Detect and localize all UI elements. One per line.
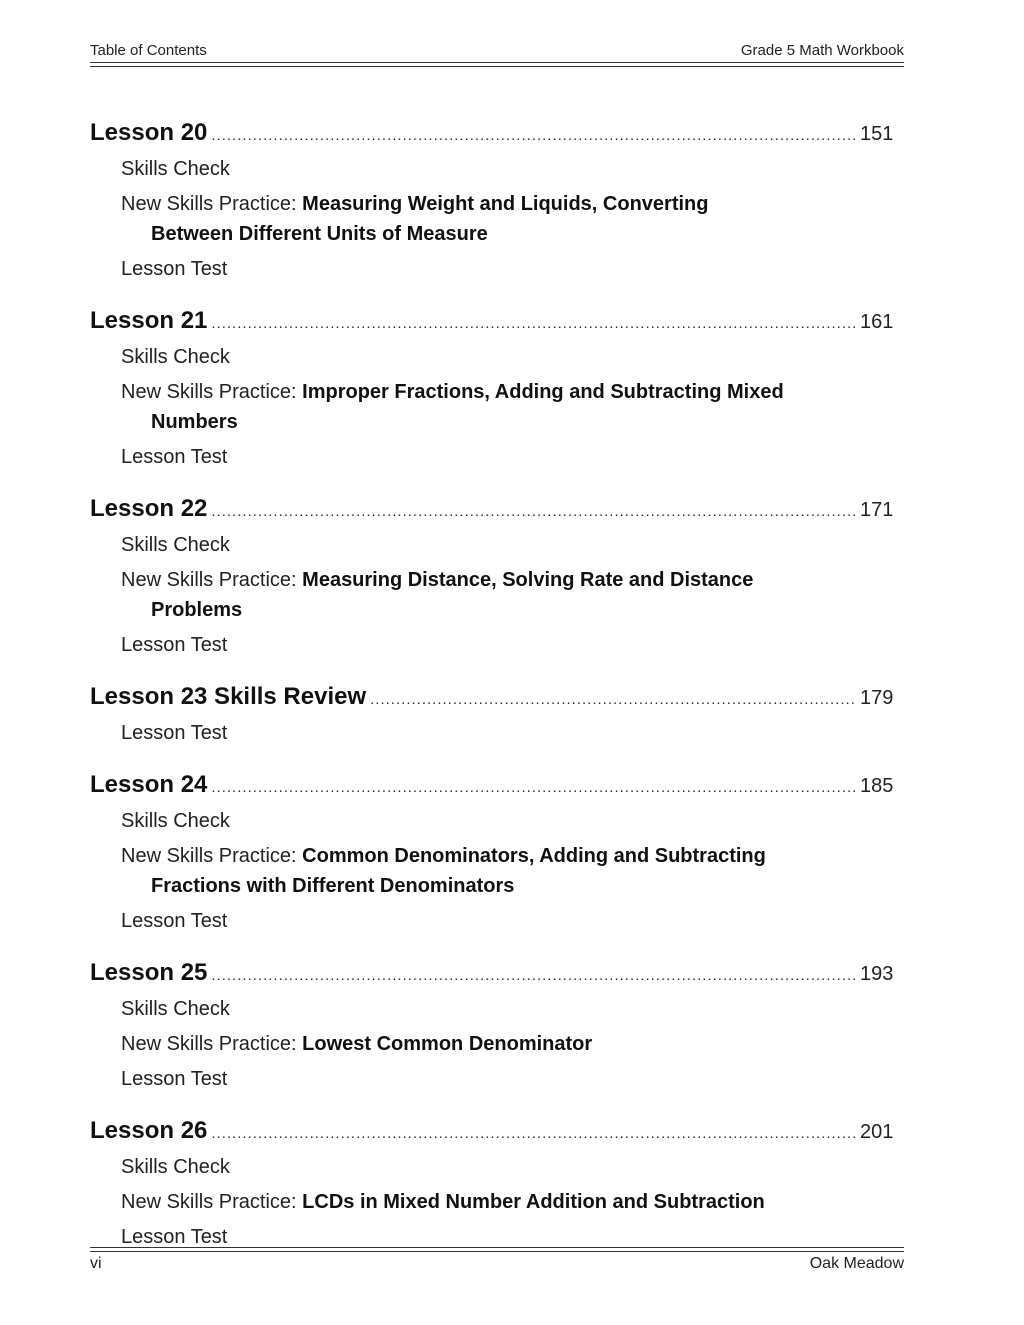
lesson-title: Lesson 20 [90,119,208,146]
toc-lesson [90,764,904,936]
toc-lesson [90,488,904,660]
practice-topic: Lowest Common Denominator [302,1033,593,1055]
practice-topic-continued: Problems [151,599,243,621]
practice-topic: LCDs in Mixed Number Addition and Subtraction [302,1191,765,1213]
toc-lesson [90,952,904,1094]
lesson-heading-link[interactable] [90,112,904,154]
practice-label: New Skills Practice: [121,381,303,403]
practice-topic-continued: Numbers [151,411,238,433]
lesson-heading-link[interactable] [90,488,904,530]
lesson-title: Lesson 23 Skills Review [90,683,367,710]
practice-label: New Skills Practice: [121,193,303,215]
toc-entry-skills-check: Skills Check [121,1156,230,1178]
practice-label: New Skills Practice: [121,1191,303,1213]
toc-entry-lesson-test: Lesson Test [121,1068,228,1090]
toc-entry-skills-check: Skills Check [121,998,230,1020]
lesson-title: Lesson 26 [90,1117,208,1144]
dot-leader [211,767,856,809]
page-number: 193 [860,963,894,985]
practice-topic-continued: Fractions with Different Denominators [151,875,515,897]
header-section-title: Table of Contents [90,42,207,59]
toc-entry-lesson-test: Lesson Test [121,722,228,744]
dot-leader [211,491,856,533]
dot-leader [211,115,856,157]
lesson-heading-link[interactable] [90,952,904,994]
toc-lesson [90,112,904,284]
lesson-title: Lesson 25 [90,959,208,986]
toc-entry-lesson-test: Lesson Test [121,910,228,932]
page-number: 179 [860,687,894,709]
page-number: 161 [860,311,894,333]
lesson-title: Lesson 21 [90,307,208,334]
running-footer [90,1255,904,1273]
practice-topic: Common Denominators, Adding and Subtracting [302,845,766,867]
toc-entry-new-skills-practice [90,841,904,901]
footer-publisher: Oak Meadow [809,1255,904,1272]
practice-topic: Measuring Weight and Liquids, Converting [302,193,709,215]
workbook-page [90,0,904,1325]
toc-lesson [90,1110,904,1252]
footer-page-number: vi [90,1255,102,1272]
toc-entry-new-skills-practice [90,189,904,249]
toc-entry-new-skills-practice [90,565,904,625]
lesson-title: Lesson 22 [90,495,208,522]
lesson-heading-link[interactable] [90,764,904,806]
page-number: 201 [860,1121,894,1143]
lesson-heading-link[interactable] [90,1110,904,1152]
practice-label: New Skills Practice: [121,569,303,591]
toc-entry-skills-check: Skills Check [121,810,230,832]
toc-entry-lesson-test: Lesson Test [121,258,228,280]
toc-entry-lesson-test: Lesson Test [121,1226,228,1248]
practice-topic: Measuring Distance, Solving Rate and Distance [302,569,754,591]
lesson-heading-link[interactable] [90,676,904,718]
page-number: 185 [860,775,894,797]
table-of-contents [90,112,904,1268]
toc-entry-skills-check: Skills Check [121,534,230,556]
practice-topic: Improper Fractions, Adding and Subtracting Mixed [302,381,784,403]
toc-entry-new-skills-practice [90,1187,904,1217]
practice-label: New Skills Practice: [121,1033,303,1055]
toc-entry-new-skills-practice [90,1029,904,1059]
toc-entry-new-skills-practice [90,377,904,437]
toc-entry-skills-check: Skills Check [121,346,230,368]
practice-topic-continued: Between Different Units of Measure [151,223,488,245]
toc-entry-skills-check: Skills Check [121,158,230,180]
page-number: 171 [860,499,894,521]
header-book-title: Grade 5 Math Workbook [740,42,904,59]
lesson-title: Lesson 24 [90,771,208,798]
toc-lesson [90,300,904,472]
dot-leader [211,303,856,345]
dot-leader [370,679,856,721]
lesson-heading-link[interactable] [90,300,904,342]
toc-entry-lesson-test: Lesson Test [121,634,228,656]
dot-leader [211,1113,856,1155]
toc-entry-lesson-test: Lesson Test [121,446,228,468]
footer-rule [90,1247,904,1252]
page-number: 151 [860,123,894,145]
dot-leader [211,955,856,997]
toc-lesson [90,676,904,748]
practice-label: New Skills Practice: [121,845,303,867]
running-header [90,42,904,59]
header-rule [90,62,904,67]
